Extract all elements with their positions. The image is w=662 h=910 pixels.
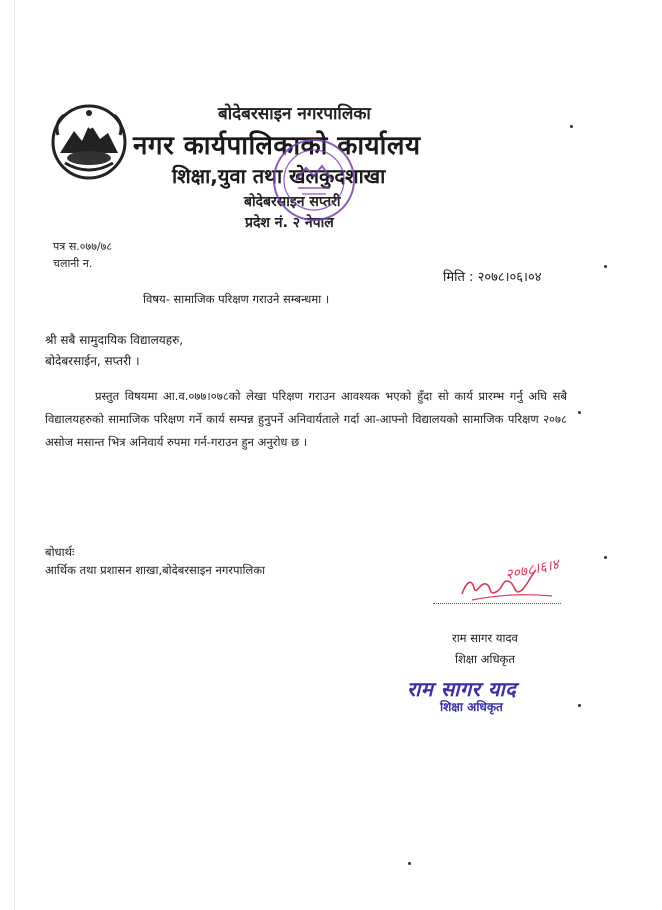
scan-speck	[578, 704, 581, 707]
scan-speck	[578, 411, 581, 414]
seal-title: शिक्षा अधिकृत	[440, 700, 503, 714]
scan-speck	[570, 125, 573, 128]
signatory-title: शिक्षा अधिकृत	[455, 652, 515, 666]
letterhead-municipality: बोदेबरसाइन नगरपालिका	[218, 104, 371, 124]
letterhead-province: प्रदेश नं. २ नेपाल	[245, 215, 334, 231]
letter-date: मिति : २०७८।०६।०४	[443, 270, 542, 285]
scan-speck	[604, 556, 607, 559]
recipient-line-1: श्री सबै सामुदायिक विद्यालयहरु,	[45, 333, 184, 347]
seal-name: राम सागर याद	[407, 677, 517, 701]
scan-speck	[408, 862, 411, 865]
letterhead-office-title: नगर कार्यपालिकाको कार्यालय	[133, 131, 421, 161]
signature-line	[433, 603, 561, 604]
letter-body: प्रस्तुत विषयमा आ.व.०७७।०७८को लेखा परिक्षण गराउन आवश्यक भएको हुँदा सो कार्य प्रारम्भ गर्नु अघि सबै विद्यालयहरुको सामाजिक परिक्षण गर्ने कार्य सम्पन्न हुनुपर्ने अनिवार्यताले गर्दा आ-आफ्नो विद्यालयको सामाजिक परिक्षण २०७८ असोज मसान्त भित्र अनिवार्य रुपमा गर्न-गराउन हुन अनुरोध छ ।	[45, 389, 567, 449]
office-stamp	[268, 134, 360, 226]
signatory-name: राम सागर यादव	[452, 631, 518, 645]
letter-subject: विषय- सामाजिक परिक्षण गराउने सम्बन्धमा ।	[143, 292, 330, 306]
nepal-emblem-logo	[50, 103, 128, 181]
letterhead-place: बोदेबरसाइन सप्तरी	[244, 194, 341, 210]
dispatch-number: चलानी न.	[53, 257, 93, 270]
letter-number: पत्र स.०७७/७८	[53, 240, 113, 253]
letterhead-section: शिक्षा,युवा तथा खेलकुदशाखा	[172, 164, 386, 188]
handwritten-date: २०७८।६।४	[504, 556, 561, 584]
cc-recipient: आर्थिक तथा प्रशासन शाखा,बोदेबरसाइन नगरपालिका	[45, 563, 266, 577]
cc-label: बोधार्थः	[45, 545, 75, 559]
scan-speck	[604, 265, 607, 268]
recipient-line-2: बोदेबरसाईन, सप्तरी ।	[45, 354, 140, 368]
page-edge	[14, 0, 15, 910]
